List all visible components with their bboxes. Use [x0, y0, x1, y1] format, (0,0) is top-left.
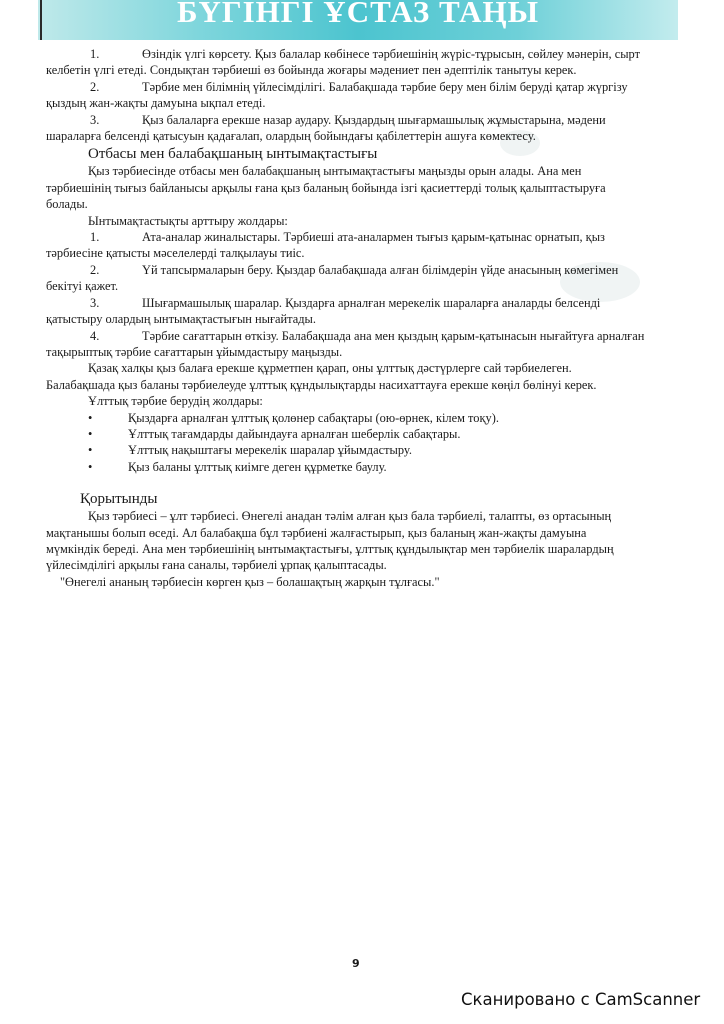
bullet-text: Қыз баланы ұлттық киімге деген құрметке баулу. — [128, 459, 387, 474]
paragraph-line: болады. — [46, 197, 88, 212]
header-banner — [38, 0, 678, 40]
header-title: БҮГІНГІ ҰСТАЗ ТАҢЫ — [176, 0, 540, 29]
bullet-item — [46, 426, 676, 442]
item-continuation: тақырыптық тәрбие сағаттарын ұйымдастыру маңызды. — [46, 344, 343, 359]
list-item — [46, 328, 676, 344]
paragraph-line: мүмкіндік береді. Ана мен тәрбиешінің ынтымақтастығы, ұлттық құндылықтар мен тәрбиелік шаралардың — [46, 541, 614, 556]
item-number: 3. — [90, 112, 100, 127]
list-item — [46, 46, 676, 62]
list-item — [46, 229, 676, 245]
subheading: Ынтымақтастықты арттыру жолдары: — [88, 213, 288, 228]
item-number: 2. — [90, 262, 100, 277]
document-body — [46, 46, 676, 590]
list-item — [46, 295, 676, 311]
bullet-text: Қыздарға арналған ұлттық қолөнер сабақтары (ою-өрнек, кілем тоқу). — [128, 410, 499, 425]
section-heading: Отбасы мен балабақшаның ынтымақтастығы — [88, 146, 378, 163]
item-continuation: тәрбиесіне қатысты мәселелерді талқылауы тиіс. — [46, 246, 305, 261]
bullet-list — [46, 410, 676, 476]
paragraph-line: Қыз тәрбиесі – ұлт тәрбиесі. Өнегелі анадан тәлім алған қыз бала тәрбиелі, талапты, өз ортасының — [88, 509, 612, 524]
bullet-icon: • — [88, 410, 93, 425]
paragraph-line: мақтанышы болып өседі. Ал балабақша бұл тәрбиені жалғастырып, қыз баланың жан-жақты дамуына — [46, 525, 587, 540]
item-number: 1. — [90, 230, 100, 245]
page-number: 9 — [352, 957, 360, 970]
bullet-text: Ұлттық тағамдарды дайындауға арналған шеберлік сабақтары. — [128, 426, 461, 441]
bullet-item — [46, 459, 676, 475]
subheading: Ұлттық тәрбие берудің жолдары: — [88, 394, 263, 409]
conclusion-heading: Қорытынды — [80, 491, 158, 508]
item-number: 3. — [90, 295, 100, 310]
list-item — [46, 112, 676, 128]
bullet-item — [46, 442, 676, 458]
paragraph-line: Балабақшада қыз баланы тәрбиелеуде ұлттық құндылықтарды насихаттауға ерекше көңіл бөлінуі керек. — [46, 377, 597, 392]
bullet-icon: • — [88, 426, 93, 441]
list-2 — [46, 229, 676, 360]
item-number: 1. — [90, 47, 100, 61]
item-continuation: келбетін үлгі етеді. Сондықтан тәрбиеші өз бойында жоғары мәдениет пен әдептілік танытуы керек. — [46, 63, 577, 78]
item-text: Тәрбие сағаттарын өткізу. Балабақшада ана мен қыздың қарым-қатынасын нығайтуға арналған — [142, 328, 645, 343]
paragraph-line: Қыз тәрбиесінде отбасы мен балабақшаның ынтымақтастығы маңызды орын алады. Ана мен — [88, 164, 582, 179]
item-number: 4. — [90, 328, 100, 343]
page-edge-line — [40, 0, 42, 40]
paragraph-line: Қазақ халқы қыз балаға ерекше құрметпен қарап, оны ұлттық дәстүрлерге сай тәрбиелеген. — [88, 361, 572, 376]
item-text: Ата-аналар жиналыстары. Тәрбиеші ата-аналармен тығыз қарым-қатынас орнатып, қыз — [142, 230, 605, 245]
item-continuation: қыздың жан-жақты дамуына ықпал етеді. — [46, 96, 266, 111]
item-continuation: бекітуі қажет. — [46, 279, 119, 294]
bullet-icon: • — [88, 443, 93, 458]
paragraph-line: тәрбиешінің тығыз байланысы арқылы ғана қыз баланың бойында ізгі қасиеттерді толық қалыптастыруға — [46, 180, 606, 195]
item-text: Үй тапсырмаларын беру. Қыздар балабақшада алған білімдерін үйде анасының көмегімен — [142, 262, 619, 277]
list-item — [46, 262, 676, 278]
bullet-item — [46, 410, 676, 426]
item-text: Өзіндік үлгі көрсету. Қыз балалар көбінесе тәрбиешінің жүріс-тұрысын, сөйлеу мәнерін, сырт — [142, 47, 640, 61]
list-1 — [46, 46, 676, 144]
bullet-icon: • — [88, 459, 93, 474]
paragraph-line: үйлесімділігі арқылы ғана саналы, тәрбиелі ұрпақ қалыптасады. — [46, 558, 387, 573]
scanner-watermark: Сканировано с CamScanner — [461, 990, 701, 1009]
item-number: 2. — [90, 79, 100, 94]
quote: "Өнегелі ананың тәрбиесін көрген қыз – болашақтың жарқын тұлғасы." — [60, 574, 440, 589]
item-text: Шығармашылық шаралар. Қыздарға арналған мерекелік шараларға аналарды белсенді — [142, 295, 601, 310]
item-continuation: шараларға белсенді қатысуын қадағалап, олардың бойындағы қабілеттерін ашуға көмектесу. — [46, 129, 536, 144]
list-item — [46, 79, 676, 95]
bullet-text: Ұлттық нақыштағы мерекелік шаралар ұйымдастыру. — [128, 443, 412, 458]
item-text: Тәрбие мен білімнің үйлесімділігі. Балабақшада тәрбие беру мен білім беруді қатар жүргізу — [142, 79, 628, 94]
item-continuation: қатыстыру олардың ынтымақтастығын нығайтады. — [46, 312, 316, 327]
item-text: Қыз балаларға ерекше назар аудару. Қыздардың шығармашылық жұмыстарына, мәдени — [142, 112, 606, 127]
